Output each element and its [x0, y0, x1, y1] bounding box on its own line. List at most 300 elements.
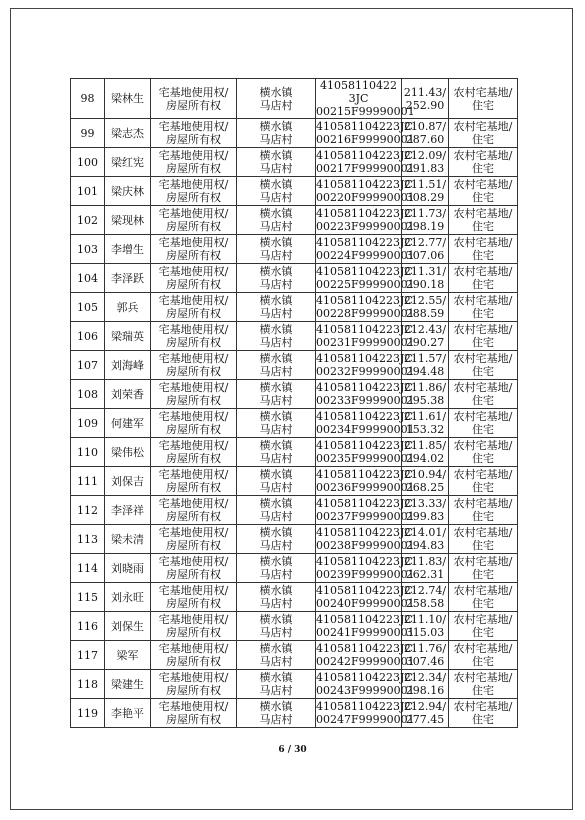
owner-name-cell: 何建军	[105, 409, 151, 438]
right-type-cell	[151, 612, 237, 641]
area-cell	[402, 409, 449, 438]
usage-cell	[449, 554, 518, 583]
location-cell-line: 横水镇	[259, 85, 293, 99]
unit-code-cell	[316, 380, 415, 409]
right-type-cell-line: 宅基地使用权/	[158, 178, 229, 191]
unit-code-cell-line: 00217F99990001	[316, 162, 415, 175]
right-type-cell	[151, 409, 237, 438]
location-cell-line: 马店村	[259, 568, 293, 581]
area-cell-line: 212.34/	[403, 671, 447, 684]
usage-cell-line: 住宅	[472, 220, 494, 233]
usage-cell-line: 农村宅基地/	[453, 497, 513, 510]
usage-cell-line: 农村宅基地/	[453, 700, 513, 713]
area-cell-line: 294.83	[405, 539, 445, 552]
location-cell-line: 马店村	[259, 98, 293, 112]
area-cell-line: 212.55/	[403, 294, 447, 307]
unit-code-cell-line: 410581104223JC	[316, 497, 413, 510]
right-type-cell-line: 宅基地使用权/	[158, 120, 229, 133]
location-cell	[237, 79, 316, 119]
right-type-cell-line: 宅基地使用权/	[158, 671, 229, 684]
area-cell-line: 153.32	[405, 423, 445, 436]
unit-code-cell-line: 00231F99990001	[316, 336, 415, 349]
area-cell-line: 298.16	[405, 684, 445, 697]
owner-name-cell: 梁伟松	[105, 438, 151, 467]
usage-cell-line: 农村宅基地/	[453, 323, 513, 336]
area-cell-line: 252.90	[405, 98, 445, 112]
location-cell	[237, 322, 316, 351]
unit-code-cell-line: 410581104223JC	[316, 120, 413, 133]
owner-name-cell: 刘保生	[105, 612, 151, 641]
right-type-cell-line: 房屋所有权	[166, 133, 221, 146]
usage-cell	[449, 583, 518, 612]
usage-cell	[449, 235, 518, 264]
row-number-cell: 115	[71, 583, 105, 612]
table-row	[71, 583, 518, 612]
unit-code-cell-line: 00216F99990001	[316, 133, 415, 146]
location-cell-line: 马店村	[259, 684, 293, 697]
right-type-cell	[151, 264, 237, 293]
area-cell	[402, 641, 449, 670]
area-cell	[402, 612, 449, 641]
location-cell-line: 马店村	[259, 481, 293, 494]
usage-cell-line: 农村宅基地/	[453, 236, 513, 249]
location-cell-line: 横水镇	[259, 294, 293, 307]
right-type-cell-line: 房屋所有权	[166, 423, 221, 436]
location-cell-line: 马店村	[259, 307, 293, 320]
location-cell	[237, 699, 316, 728]
area-cell-line: 277.45	[405, 713, 445, 726]
area-cell	[402, 438, 449, 467]
unit-code-cell-line: 00223F99990001	[316, 220, 415, 233]
usage-cell-line: 住宅	[472, 510, 494, 523]
unit-code-cell-line: 00215F99990001	[316, 105, 415, 118]
area-cell	[402, 293, 449, 322]
row-number-cell: 106	[71, 322, 105, 351]
location-cell	[237, 583, 316, 612]
unit-code-cell	[316, 293, 415, 322]
usage-cell-line: 农村宅基地/	[453, 381, 513, 394]
right-type-cell-line: 房屋所有权	[166, 162, 221, 175]
owner-name-cell: 刘海峰	[105, 351, 151, 380]
table-row	[71, 380, 518, 409]
right-type-cell	[151, 670, 237, 699]
table-row	[71, 235, 518, 264]
unit-code-cell-line: 00243F99990001	[316, 684, 415, 697]
row-number-cell: 111	[71, 467, 105, 496]
area-cell-line: 211.61/	[403, 410, 447, 423]
row-number-cell: 98	[71, 79, 105, 119]
area-cell-line: 307.46	[405, 655, 445, 668]
right-type-cell-line: 房屋所有权	[166, 365, 221, 378]
right-type-cell	[151, 235, 237, 264]
right-type-cell-line: 房屋所有权	[166, 510, 221, 523]
location-cell	[237, 148, 316, 177]
right-type-cell-line: 房屋所有权	[166, 278, 221, 291]
right-type-cell	[151, 554, 237, 583]
unit-code-cell-line: 410581104223JC	[316, 323, 413, 336]
unit-code-cell-line: 410581104223JC	[316, 468, 413, 481]
unit-code-cell-line: 410581104223JC	[316, 584, 413, 597]
owner-name-cell: 梁现林	[105, 206, 151, 235]
area-cell-line: 294.48	[405, 365, 445, 378]
location-cell	[237, 264, 316, 293]
right-type-cell-line: 房屋所有权	[166, 452, 221, 465]
location-cell-line: 马店村	[259, 655, 293, 668]
right-type-cell-line: 宅基地使用权/	[158, 236, 229, 249]
right-type-cell-line: 房屋所有权	[166, 481, 221, 494]
usage-cell	[449, 177, 518, 206]
right-type-cell	[151, 525, 237, 554]
location-cell-line: 横水镇	[259, 207, 293, 220]
location-cell-line: 马店村	[259, 365, 293, 378]
row-number-cell: 108	[71, 380, 105, 409]
location-cell	[237, 206, 316, 235]
unit-code-cell-line: 410581104223JC	[316, 294, 413, 307]
owner-name-cell: 李泽祥	[105, 496, 151, 525]
owner-name-cell: 郭兵	[105, 293, 151, 322]
usage-cell-line: 农村宅基地/	[453, 613, 513, 626]
area-cell	[402, 380, 449, 409]
right-type-cell-line: 房屋所有权	[166, 191, 221, 204]
usage-cell-line: 住宅	[472, 539, 494, 552]
unit-code-cell-line: 410581104223JC	[316, 178, 413, 191]
area-cell-line: 214.01/	[403, 526, 447, 539]
usage-cell-line: 农村宅基地/	[453, 671, 513, 684]
usage-cell-line: 农村宅基地/	[453, 468, 513, 481]
usage-cell	[449, 264, 518, 293]
location-cell-line: 横水镇	[259, 497, 293, 510]
usage-cell-line: 住宅	[472, 684, 494, 697]
owner-name-cell: 刘晓雨	[105, 554, 151, 583]
location-cell-line: 马店村	[259, 626, 293, 639]
unit-code-cell	[316, 554, 415, 583]
area-cell-line: 212.74/	[403, 584, 447, 597]
unit-code-cell-line: 00225F99990001	[316, 278, 415, 291]
table-row	[71, 119, 518, 148]
area-cell-line: 212.43/	[403, 323, 447, 336]
location-cell-line: 横水镇	[259, 555, 293, 568]
unit-code-cell-line: 410581104223JC	[316, 671, 413, 684]
right-type-cell-line: 房屋所有权	[166, 684, 221, 697]
area-cell-line: 298.19	[405, 220, 445, 233]
area-cell-line: 211.31/	[403, 265, 447, 278]
unit-code-cell-line: 410581104223JC	[316, 207, 413, 220]
unit-code-cell-line: 00240F99990001	[316, 597, 415, 610]
right-type-cell	[151, 351, 237, 380]
location-cell-line: 横水镇	[259, 410, 293, 423]
usage-cell	[449, 79, 518, 119]
location-cell-line: 横水镇	[259, 439, 293, 452]
area-cell-line: 211.10/	[403, 613, 447, 626]
usage-cell-line: 住宅	[472, 423, 494, 436]
area-cell-line: 211.57/	[403, 352, 447, 365]
usage-cell-line: 住宅	[472, 481, 494, 494]
location-cell-line: 马店村	[259, 249, 293, 262]
row-number-cell: 109	[71, 409, 105, 438]
table-row	[71, 206, 518, 235]
area-cell-line: 307.06	[405, 249, 445, 262]
unit-code-cell-line: 00239F99990001	[316, 568, 415, 581]
location-cell-line: 马店村	[259, 394, 293, 407]
unit-code-cell-line: 00232F99990001	[316, 365, 415, 378]
unit-code-cell-line: 410581104223JC	[316, 642, 413, 655]
row-number-cell: 100	[71, 148, 105, 177]
unit-code-cell	[316, 467, 415, 496]
row-number-cell: 117	[71, 641, 105, 670]
area-cell-line: 262.31	[405, 568, 445, 581]
right-type-cell-line: 宅基地使用权/	[158, 207, 229, 220]
table-row	[71, 351, 518, 380]
right-type-cell-line: 宅基地使用权/	[158, 584, 229, 597]
usage-cell-line: 住宅	[472, 568, 494, 581]
owner-name-cell: 刘永旺	[105, 583, 151, 612]
usage-cell	[449, 438, 518, 467]
unit-code-cell	[316, 235, 415, 264]
right-type-cell	[151, 380, 237, 409]
area-cell-line: 212.77/	[403, 236, 447, 249]
unit-code-cell	[316, 322, 415, 351]
usage-cell-line: 住宅	[472, 98, 494, 112]
usage-cell	[449, 293, 518, 322]
usage-cell-line: 农村宅基地/	[453, 294, 513, 307]
area-cell-line: 211.73/	[403, 207, 447, 220]
usage-cell-line: 农村宅基地/	[453, 352, 513, 365]
usage-cell-line: 住宅	[472, 249, 494, 262]
usage-cell-line: 农村宅基地/	[453, 149, 513, 162]
right-type-cell-line: 宅基地使用权/	[158, 497, 229, 510]
table-row	[71, 264, 518, 293]
location-cell	[237, 177, 316, 206]
location-cell-line: 马店村	[259, 452, 293, 465]
right-type-cell-line: 房屋所有权	[166, 713, 221, 726]
unit-code-cell-line: 00237F99990001	[316, 510, 415, 523]
usage-cell-line: 住宅	[472, 365, 494, 378]
row-number-cell: 103	[71, 235, 105, 264]
unit-code-cell-line: 00236F99990001	[316, 481, 415, 494]
unit-code-cell	[316, 264, 415, 293]
location-cell	[237, 119, 316, 148]
area-cell	[402, 235, 449, 264]
row-number-cell: 110	[71, 438, 105, 467]
right-type-cell	[151, 322, 237, 351]
usage-cell-line: 农村宅基地/	[453, 207, 513, 220]
location-cell	[237, 235, 316, 264]
right-type-cell	[151, 148, 237, 177]
right-type-cell-line: 房屋所有权	[166, 394, 221, 407]
usage-cell-line: 住宅	[472, 133, 494, 146]
location-cell	[237, 641, 316, 670]
usage-cell-line: 农村宅基地/	[453, 120, 513, 133]
unit-code-cell	[316, 641, 415, 670]
usage-cell-line: 农村宅基地/	[453, 85, 513, 99]
unit-code-cell	[316, 496, 415, 525]
unit-code-cell	[316, 670, 415, 699]
right-type-cell-line: 宅基地使用权/	[158, 352, 229, 365]
area-cell-line: 211.76/	[403, 642, 447, 655]
location-cell	[237, 554, 316, 583]
owner-name-cell: 李泽跃	[105, 264, 151, 293]
table-row	[71, 322, 518, 351]
table-row	[71, 670, 518, 699]
table-row	[71, 293, 518, 322]
location-cell	[237, 670, 316, 699]
area-cell-line: 295.38	[405, 394, 445, 407]
location-cell-line: 横水镇	[259, 149, 293, 162]
unit-code-cell-line: 00247F99990001	[316, 713, 415, 726]
location-cell-line: 横水镇	[259, 265, 293, 278]
right-type-cell-line: 房屋所有权	[166, 539, 221, 552]
unit-code-cell	[316, 206, 415, 235]
right-type-cell-line: 宅基地使用权/	[158, 613, 229, 626]
row-number-cell: 99	[71, 119, 105, 148]
registry-table	[70, 78, 518, 728]
unit-code-cell-line: 410581104223JC	[316, 526, 413, 539]
location-cell	[237, 293, 316, 322]
owner-name-cell: 梁红宪	[105, 148, 151, 177]
right-type-cell	[151, 206, 237, 235]
location-cell	[237, 525, 316, 554]
right-type-cell-line: 房屋所有权	[166, 655, 221, 668]
row-number-cell: 107	[71, 351, 105, 380]
unit-code-cell-line: 410581104223JC	[316, 149, 413, 162]
location-cell	[237, 496, 316, 525]
right-type-cell-line: 宅基地使用权/	[158, 149, 229, 162]
usage-cell-line: 住宅	[472, 162, 494, 175]
location-cell-line: 马店村	[259, 510, 293, 523]
location-cell-line: 马店村	[259, 713, 293, 726]
usage-cell-line: 农村宅基地/	[453, 584, 513, 597]
right-type-cell-line: 宅基地使用权/	[158, 85, 229, 99]
page-number: 6 / 30	[278, 745, 307, 755]
owner-name-cell: 梁建生	[105, 670, 151, 699]
owner-name-cell: 梁瑞英	[105, 322, 151, 351]
usage-cell	[449, 612, 518, 641]
usage-cell-line: 住宅	[472, 394, 494, 407]
unit-code-cell	[316, 583, 415, 612]
location-cell-line: 马店村	[259, 191, 293, 204]
unit-code-cell	[316, 148, 415, 177]
location-cell	[237, 467, 316, 496]
usage-cell	[449, 148, 518, 177]
area-cell-line: 211.83/	[403, 555, 447, 568]
location-cell	[237, 438, 316, 467]
usage-cell	[449, 119, 518, 148]
usage-cell	[449, 699, 518, 728]
right-type-cell-line: 宅基地使用权/	[158, 468, 229, 481]
location-cell-line: 横水镇	[259, 352, 293, 365]
unit-code-cell-line: 00241F99990001	[316, 626, 415, 639]
right-type-cell-line: 宅基地使用权/	[158, 265, 229, 278]
unit-code-cell	[316, 699, 415, 728]
right-type-cell-line: 宅基地使用权/	[158, 526, 229, 539]
area-cell	[402, 351, 449, 380]
table-row	[71, 438, 518, 467]
unit-code-cell-line: 41058110422​3JC	[320, 79, 397, 105]
usage-cell	[449, 670, 518, 699]
area-cell-line: 212.09/	[403, 149, 447, 162]
right-type-cell	[151, 467, 237, 496]
usage-cell-line: 住宅	[472, 626, 494, 639]
unit-code-cell-line: 410581104223JC	[316, 265, 413, 278]
table-row	[71, 525, 518, 554]
area-cell-line: 211.43/	[403, 85, 447, 99]
location-cell-line: 横水镇	[259, 584, 293, 597]
area-cell	[402, 322, 449, 351]
right-type-cell-line: 房屋所有权	[166, 626, 221, 639]
unit-code-cell-line: 410581104223JC	[316, 352, 413, 365]
row-number-cell: 118	[71, 670, 105, 699]
unit-code-cell	[316, 525, 415, 554]
unit-code-cell-line: 410581104223JC	[316, 555, 413, 568]
area-cell-line: 315.03	[405, 626, 445, 639]
right-type-cell	[151, 119, 237, 148]
right-type-cell-line: 宅基地使用权/	[158, 381, 229, 394]
usage-cell-line: 住宅	[472, 713, 494, 726]
area-cell	[402, 148, 449, 177]
owner-name-cell: 李艳平	[105, 699, 151, 728]
owner-name-cell: 梁军	[105, 641, 151, 670]
row-number-cell: 116	[71, 612, 105, 641]
table-row	[71, 79, 518, 119]
unit-code-cell-line: 00233F99990001	[316, 394, 415, 407]
area-cell-line: 213.33/	[403, 497, 447, 510]
usage-cell-line: 农村宅基地/	[453, 265, 513, 278]
right-type-cell-line: 房屋所有权	[166, 336, 221, 349]
right-type-cell-line: 房屋所有权	[166, 307, 221, 320]
unit-code-cell-line: 410581104223JC	[316, 381, 413, 394]
owner-name-cell: 梁未清	[105, 525, 151, 554]
row-number-cell: 112	[71, 496, 105, 525]
area-cell	[402, 583, 449, 612]
location-cell-line: 横水镇	[259, 526, 293, 539]
usage-cell	[449, 496, 518, 525]
unit-code-cell-line: 00242F99990001	[316, 655, 415, 668]
unit-code-cell	[316, 79, 415, 119]
usage-cell-line: 住宅	[472, 452, 494, 465]
location-cell-line: 马店村	[259, 597, 293, 610]
owner-name-cell: 梁志杰	[105, 119, 151, 148]
usage-cell-line: 农村宅基地/	[453, 526, 513, 539]
right-type-cell	[151, 79, 237, 119]
usage-cell-line: 农村宅基地/	[453, 439, 513, 452]
usage-cell	[449, 380, 518, 409]
location-cell-line: 马店村	[259, 423, 293, 436]
usage-cell-line: 住宅	[472, 278, 494, 291]
usage-cell-line: 农村宅基地/	[453, 555, 513, 568]
row-number-cell: 119	[71, 699, 105, 728]
usage-cell-line: 农村宅基地/	[453, 642, 513, 655]
area-cell-line: 268.25	[405, 481, 445, 494]
row-number-cell: 102	[71, 206, 105, 235]
usage-cell	[449, 322, 518, 351]
area-cell	[402, 206, 449, 235]
area-cell-line: 258.58	[405, 597, 445, 610]
right-type-cell	[151, 583, 237, 612]
area-cell	[402, 496, 449, 525]
right-type-cell	[151, 641, 237, 670]
right-type-cell-line: 宅基地使用权/	[158, 555, 229, 568]
table-row	[71, 177, 518, 206]
table-row	[71, 554, 518, 583]
area-cell-line: 308.29	[405, 191, 445, 204]
right-type-cell-line: 宅基地使用权/	[158, 700, 229, 713]
right-type-cell	[151, 699, 237, 728]
location-cell	[237, 612, 316, 641]
area-cell-line: 299.83	[405, 510, 445, 523]
table-row	[71, 148, 518, 177]
location-cell-line: 马店村	[259, 539, 293, 552]
location-cell	[237, 409, 316, 438]
